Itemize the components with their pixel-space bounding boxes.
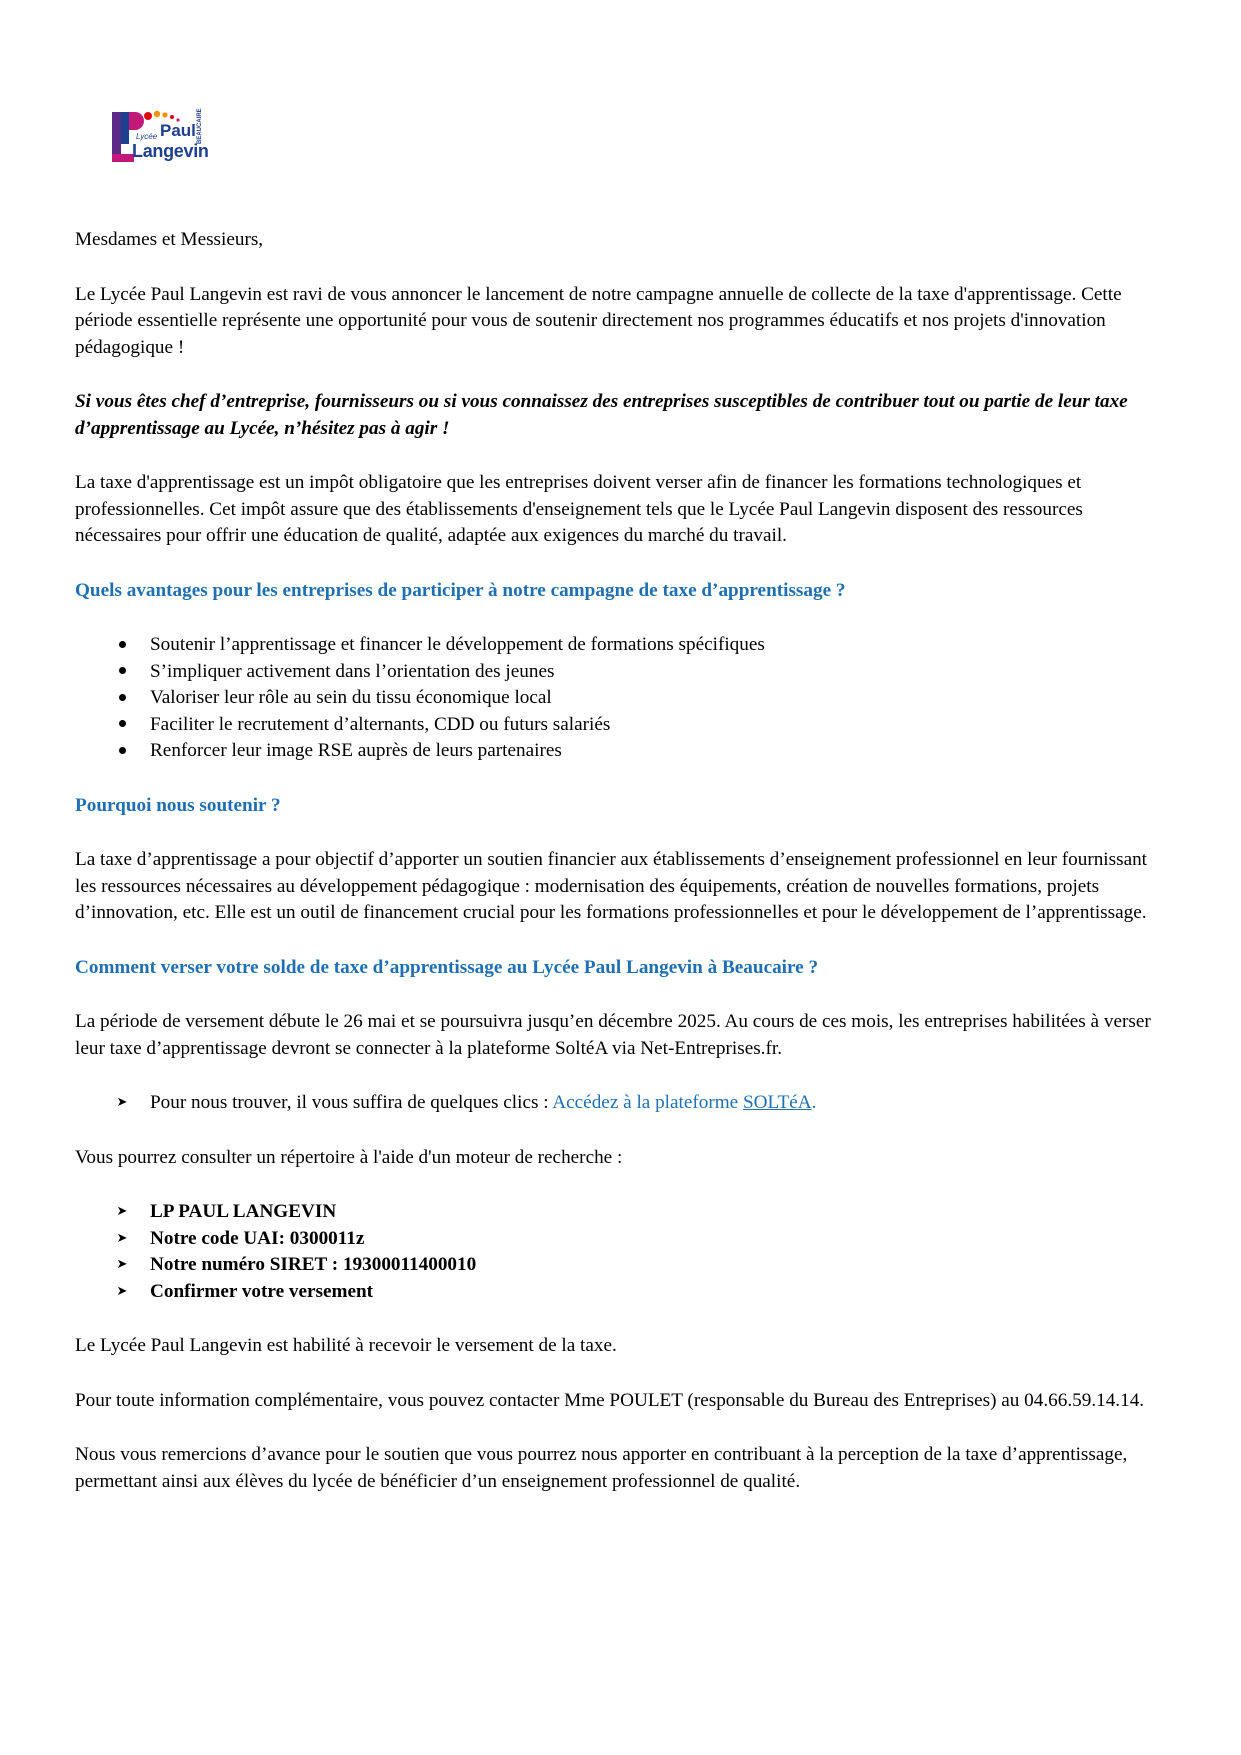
find-us-text: Pour nous trouver, il vous suffira de quelques clics : <box>150 1092 553 1113</box>
bullet-icon <box>112 632 132 659</box>
list-item: ➤ Notre numéro SIRET : 19300011400010 <box>75 1252 1170 1279</box>
arrow-bullet-icon: ➤ <box>116 1283 128 1299</box>
arrow-bullet-icon: ➤ <box>116 1204 128 1219</box>
logo-name-line1: Paul <box>160 121 196 140</box>
bullet-icon <box>112 685 132 712</box>
list-item: ➤ LP PAUL LANGEVIN <box>75 1199 1170 1226</box>
how-paragraph: La période de versement débute le 26 mai et se poursuivra jusqu’en décembre 2025. Au cours de ces mois, les entreprises habilitées à verser leur taxe d’apprentissage devront se connecter à la plateforme SoltéA via Net-Entreprises.fr. <box>75 1011 1151 1059</box>
arrow-bullet-icon: ➤ <box>116 1095 128 1110</box>
list-item: Soutenir l’apprentissage et financer le développement de formations spécifiques <box>75 632 1170 659</box>
advantages-list <box>75 632 1170 765</box>
contact-paragraph: Pour toute information complémentaire, vous pouvez contacter Mme POULET (responsable du Bureau des Entreprises) au 04.66.59.14.14. <box>75 1389 1145 1411</box>
search-steps-list <box>75 1199 1170 1305</box>
arrow-bullet-icon: ➤ <box>116 1230 128 1246</box>
section-heading-how: Comment verser votre solde de taxe d’apprentissage au Lycée Paul Langevin à Beaucaire ? <box>75 956 819 978</box>
bullet-icon <box>112 712 132 739</box>
logo-lycee-text: Lycée <box>136 132 158 141</box>
bullet-icon <box>112 659 132 686</box>
list-item: Renforcer leur image RSE auprès de leurs partenaires <box>75 738 1170 765</box>
list-item: ➤ Notre code UAI: 0300011z <box>75 1226 1170 1253</box>
why-paragraph: La taxe d’apprentissage a pour objectif d’apporter un soutien financier aux établissements d’enseignement professionnel en leur fournissant les ressources nécessaires au développement pédagogique : modernisation des équipements, création de nouvelles formations, projets d’innovation, etc. Elle est un outil de financement crucial pour les formations professionnelles et pour le développement de l’apprentissage. <box>75 849 1148 923</box>
section-heading-advantages: Quels avantages pour les entreprises de participer à notre campagne de taxe d’apprentissage ? <box>75 579 846 601</box>
bullet-icon <box>112 738 132 765</box>
habilitation-paragraph: Le Lycée Paul Langevin est habilité à recevoir le versement de la taxe. <box>75 1335 617 1356</box>
list-item <box>75 1090 1170 1117</box>
definition-paragraph: La taxe d'apprentissage est un impôt obligatoire que les entreprises doivent verser afin de financer les formations technologiques et professionnelles. Cet impôt assure que des établissements d'enseignement tels que le Lycée Paul Langevin disposent des ressources nécessaires pour offrir une éducation de qualité, adaptée aux exigences du marché du travail. <box>75 472 1083 546</box>
callout-paragraph: Si vous êtes chef d’entreprise, fournisseurs ou si vous connaissez des entreprises susceptibles de contribuer tout ou partie de leur taxe d’apprentissage au Lycée, n’hésitez pas à agir ! <box>75 391 1128 439</box>
list-item: ➤ Confirmer votre versement <box>75 1279 1170 1306</box>
section-heading-why: Pourquoi nous soutenir ? <box>75 794 281 816</box>
soltea-link[interactable]: Accédez à la plateforme SOLTéA. <box>552 1092 817 1113</box>
arrow-bullet-icon: ➤ <box>116 1257 128 1272</box>
list-item: S’impliquer activement dans l’orientation des jeunes <box>75 659 1170 686</box>
letter-body <box>75 227 1170 1523</box>
search-intro: Vous pourrez consulter un répertoire à l'aide d'un moteur de recherche : <box>75 1146 623 1168</box>
greeting: Mesdames et Messieurs, <box>75 229 264 250</box>
closing-paragraph: Nous vous remercions d’avance pour le soutien que vous pourrez nous apporter en contribuant à la perception de la taxe d’apprentissage, permettant ainsi aux élèves du lycée de bénéficier d’un enseignement professionnel de qualité. <box>75 1444 1128 1492</box>
school-logo <box>112 110 222 166</box>
logo-name-line2: Langevin <box>132 141 209 161</box>
list-item: Valoriser leur rôle au sein du tissu économique local <box>75 685 1170 712</box>
list-item: Faciliter le recrutement d’alternants, CDD ou futurs salariés <box>75 712 1170 739</box>
logo-city-text: BEAUCAIRE <box>197 108 203 144</box>
find-us-list <box>75 1090 1170 1117</box>
intro-paragraph: Le Lycée Paul Langevin est ravi de vous annoncer le lancement de notre campagne annuelle de collecte de la taxe d'apprentissage. Cette période essentielle représente une opportunité pour vous de soutenir directement nos programmes éducatifs et nos projets d'innovation pédagogique ! <box>75 283 1122 358</box>
